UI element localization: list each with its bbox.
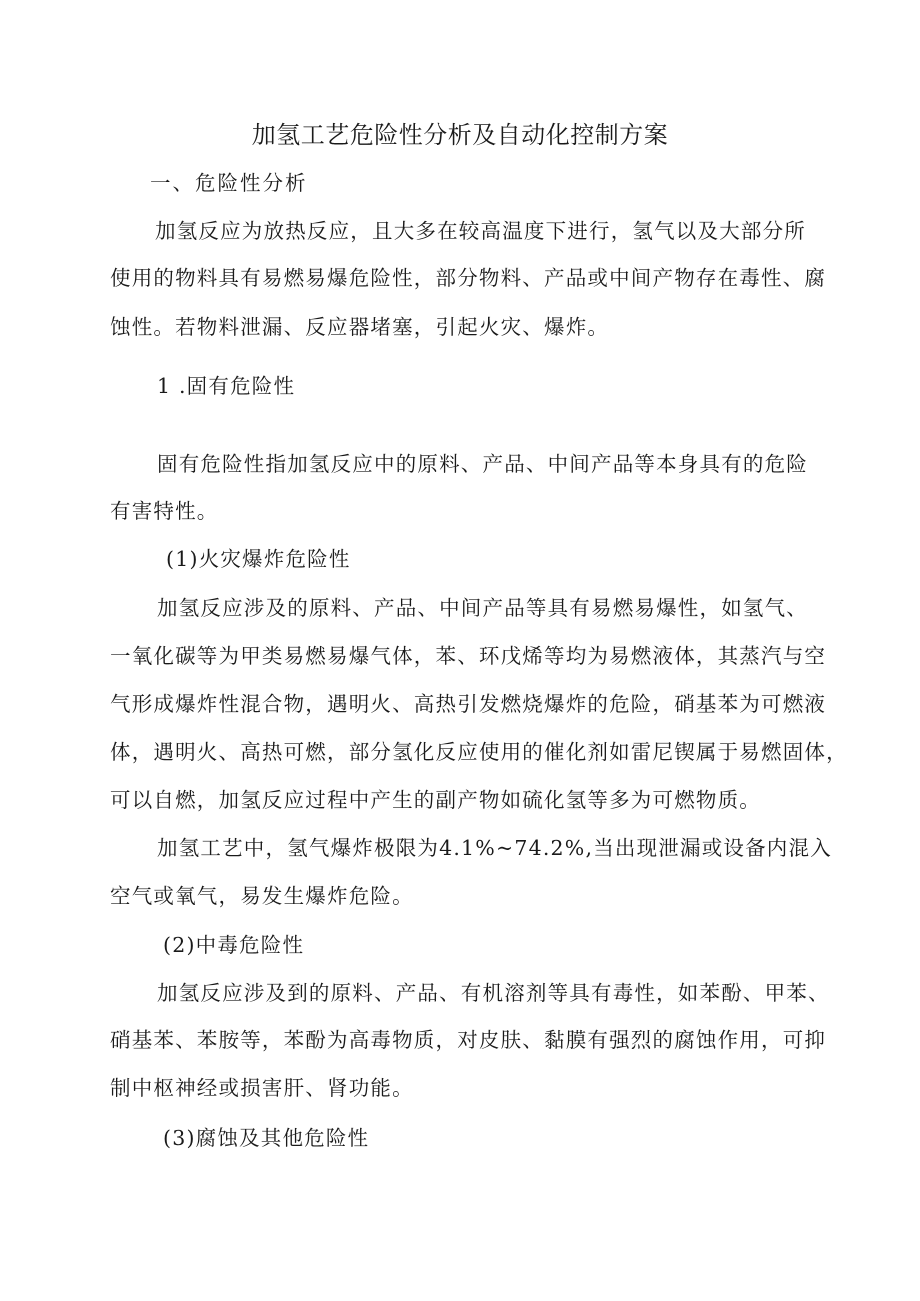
paragraph-line: 有害特性。 <box>110 499 219 523</box>
item-heading-fire-explosion: (1)火灾爆炸危险性 <box>166 547 351 571</box>
document-title: 加氢工艺危险性分析及自动化控制方案 <box>251 121 669 149</box>
paragraph-line: 使用的物料具有易燃易爆危险性，部分物料、产品或中间产物存在毒性、腐 <box>110 266 827 290</box>
paragraph-line: 加氢反应涉及到的原料、产品、有机溶剂等具有毒性，如苯酚、甲苯、 <box>157 981 830 1005</box>
paragraph-line: 制中枢神经或损害肝、肾功能。 <box>110 1076 414 1100</box>
section-heading-hazard-analysis: 一、危险性分析 <box>150 171 308 195</box>
paragraph-line: 硝基苯、苯胺等，苯酚为高毒物质，对皮肤、黏膜有强烈的腐蚀作用，可抑 <box>110 1028 827 1052</box>
paragraph-line: 加氢工艺中，氢气爆炸极限为4.1%~74.2%,当出现泄漏或设备内混入 <box>157 836 832 860</box>
item-heading-poisoning: (2)中毒危险性 <box>163 933 305 957</box>
paragraph-line: 固有危险性指加氢反应中的原料、产品、中间产品等本身具有的危险 <box>157 452 808 476</box>
paragraph-line: 加氢反应为放热反应，且大多在较高温度下进行，氢气以及大部分所 <box>155 219 806 243</box>
paragraph-line: 气形成爆炸性混合物，遇明火、高热引发燃烧爆炸的危险，硝基苯为可燃液 <box>110 692 827 716</box>
paragraph-line: 一氧化碳等为甲类易燃易爆气体，苯、环戊烯等均为易燃液体，其蒸汽与空 <box>110 644 827 668</box>
paragraph-line: 空气或氧气，易发生爆炸危险。 <box>110 884 414 908</box>
item-heading-corrosion-other: (3)腐蚀及其他危险性 <box>163 1126 370 1150</box>
paragraph-line: 体，遇明火、高热可燃，部分氢化反应使用的催化剂如雷尼锲属于易燃固体， <box>110 740 848 764</box>
paragraph-line: 加氢反应涉及的原料、产品、中间产品等具有易燃易爆性，如氢气、 <box>157 596 808 620</box>
subsection-heading-inherent-hazard: 1 .固有危险性 <box>157 374 296 398</box>
paragraph-line: 可以自燃，加氢反应过程中产生的副产物如硫化氢等多为可燃物质。 <box>110 788 761 812</box>
paragraph-line: 蚀性。若物料泄漏、反应器堵塞，引起火灾、爆炸。 <box>110 315 610 339</box>
